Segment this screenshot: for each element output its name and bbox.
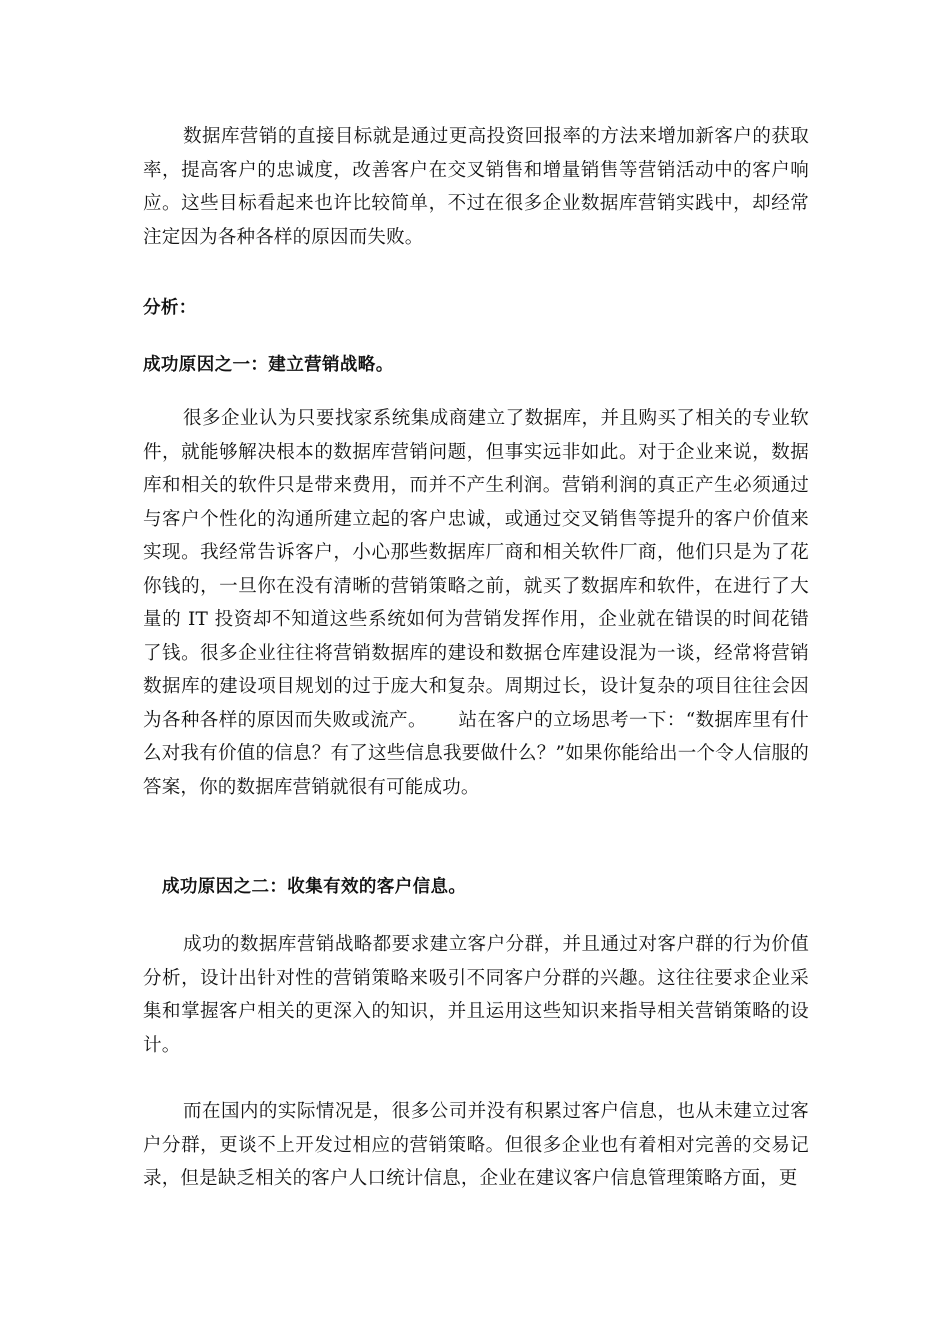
intro-paragraph: 数据库营销的直接目标就是通过更高投资回报率的方法来增加新客户的获取率，提高客户的忠诚度，改善客户在交叉销售和增量销售等营销活动中的客户响应。这些目标看起来也许比较简单，不过在很多企业数据库营销实践中，却经常注定因为各种各样的原因而失败。 <box>143 126 809 248</box>
reason-one-heading: 成功原因之一：建立营销战略。 <box>143 355 394 375</box>
reason-two-heading: 成功原因之二：收集有效的客户信息。 <box>162 877 467 897</box>
analysis-heading: 分析： <box>143 298 197 318</box>
domestic-situation-paragraph: 而在国内的实际情况是，很多公司并没有积累过客户信息，也从未建立过客户分群，更谈不上开发过相应的营销策略。但很多企业也有着相对完善的交易记录，但是缺乏相关的客户人口统计信息，企业在建议客户信息管理策略方面，更 <box>143 1101 809 1189</box>
reason-two-paragraph: 成功的数据库营销战略都要求建立客户分群，并且通过对客户群的行为价值分析，设计出针对性的营销策略来吸引不同客户分群的兴趣。这往往要求企业采集和掌握客户相关的更深入的知识，并且运用这些知识来指导相关营销策略的设计。 <box>143 934 809 1056</box>
reason-one-paragraph: 很多企业认为只要找家系统集成商建立了数据库，并且购买了相关的专业软件，就能够解决根本的数据库营销问题，但事实远非如此。对于企业来说，数据库和相关的软件只是带来费用，而并不产生利润。营销利润的真正产生必须通过与客户个性化的沟通所建立起的客户忠诚，或通过交叉销售等提升的客户价值来实现。我经常告诉客户，小心那些数据库厂商和相关软件厂商，他们只是为了花你钱的，一旦你在没有清晰的营销策略之前，就买了数据库和软件，在进行了大量的 IT 投资却不知道这些系统如何为营销发挥作用，企业就在错误的时间花错了钱。很多企业往往将营销数据库的建设和数据仓库建设混为一谈，经常将营销数据库的建设项目规划的过于庞大和复杂。周期过长，设计复杂的项目往往会因为各种各样的原因而失败或流产。 站在客户的立场思考一下：“数据库里有什么对我有价值的信息？有了这些信息我要做什么？”如果你能给出一个令人信服的答案，你的数据库营销就很有可能成功。 <box>143 408 809 798</box>
